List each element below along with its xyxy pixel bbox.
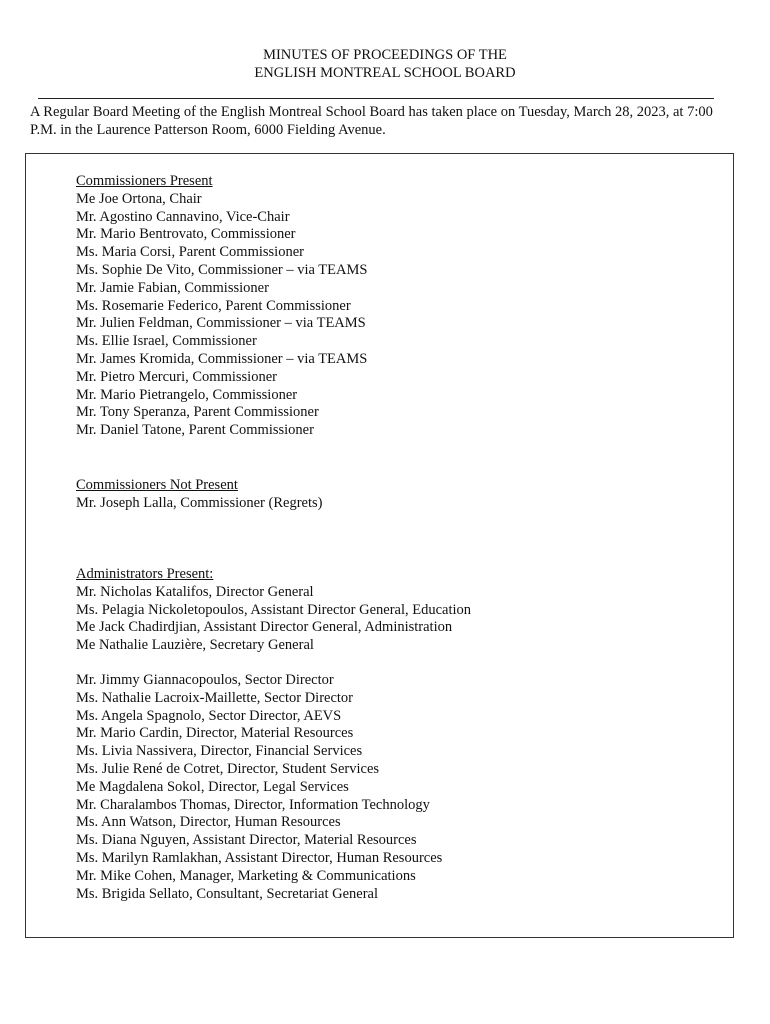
document-title-line-1: MINUTES OF PROCEEDINGS OF THE (263, 47, 507, 63)
administrators-staff-section (76, 672, 442, 903)
administrator-line: Mr. Mario Cardin, Director, Material Resources (76, 725, 354, 742)
administrator-line: Me Magdalena Sokol, Director, Legal Services (76, 778, 349, 795)
absentee-line: Mr. Joseph Lalla, Commissioner (Regrets) (76, 494, 323, 511)
administrator-line: Ms. Angela Spagnolo, Sector Director, AEVS (76, 707, 342, 724)
administrators-present-heading: Administrators Present: (76, 566, 214, 582)
commissioners-present-section (76, 173, 367, 440)
administrator-line: Mr. Nicholas Katalifos, Director General (76, 583, 314, 600)
attendee-line: Me Joe Ortona, Chair (76, 190, 202, 207)
administrator-line: Ms. Marilyn Ramlakhan, Assistant Director, Human Resources (76, 849, 443, 866)
attendee-line: Mr. Jamie Fabian, Commissioner (76, 279, 269, 296)
administrator-line: Ms. Ann Watson, Director, Human Resources (76, 814, 341, 831)
attendance-box (25, 153, 734, 938)
administrator-line: Me Nathalie Lauzière, Secretary General (76, 637, 314, 654)
administrator-line: Mr. Jimmy Giannacopoulos, Sector Director (76, 672, 334, 688)
commissioners-present-heading: Commissioners Present (76, 173, 213, 189)
attendee-line: Mr. Pietro Mercuri, Commissioner (76, 368, 277, 385)
administrator-line: Ms. Diana Nguyen, Assistant Director, Material Resources (76, 832, 417, 849)
administrator-line: Ms. Nathalie Lacroix-Maillette, Sector Director (76, 689, 354, 706)
administrator-line: Mr. Charalambos Thomas, Director, Information Technology (76, 796, 430, 813)
meeting-intro-paragraph: A Regular Board Meeting of the English Montreal School Board has taken place on Tuesday, March 28, 2023, at 7:00 P.M. in the Laurence Patterson Room, 6000 Fielding Avenue. (30, 104, 713, 138)
administrator-line: Ms. Pelagia Nickoletopoulos, Assistant Director General, Education (76, 601, 472, 618)
attendee-line: Ms. Sophie De Vito, Commissioner – via TEAMS (76, 261, 368, 278)
attendee-line: Mr. Julien Feldman, Commissioner – via TEAMS (76, 315, 366, 332)
administrator-line: Ms. Livia Nassivera, Director, Financial Services (76, 743, 363, 760)
administrator-line: Mr. Mike Cohen, Manager, Marketing & Communications (76, 867, 416, 884)
administrator-line: Ms. Brigida Sellato, Consultant, Secretariat General (76, 885, 379, 902)
commissioners-not-present-heading: Commissioners Not Present (76, 477, 238, 493)
administrator-line: Ms. Julie René de Cotret, Director, Student Services (76, 760, 380, 777)
attendee-line: Mr. James Kromida, Commissioner – via TEAMS (76, 350, 368, 367)
attendee-line: Ms. Ellie Israel, Commissioner (76, 333, 257, 350)
attendee-line: Ms. Maria Corsi, Parent Commissioner (76, 244, 304, 261)
administrators-present-section (76, 566, 471, 655)
attendee-line: Mr. Daniel Tatone, Parent Commissioner (76, 422, 314, 439)
attendee-line: Mr. Agostino Cannavino, Vice-Chair (76, 208, 290, 225)
attendee-line: Mr. Mario Pietrangelo, Commissioner (76, 386, 298, 403)
document-title-line-2: ENGLISH MONTREAL SCHOOL BOARD (254, 65, 516, 81)
attendee-line: Mr. Mario Bentrovato, Commissioner (76, 226, 296, 243)
title-divider (38, 98, 714, 99)
attendee-line: Mr. Tony Speranza, Parent Commissioner (76, 404, 319, 421)
attendee-line: Ms. Rosemarie Federico, Parent Commissioner (76, 297, 351, 314)
administrator-line: Me Jack Chadirdjian, Assistant Director General, Administration (76, 619, 453, 636)
commissioners-not-present-section (76, 477, 322, 513)
